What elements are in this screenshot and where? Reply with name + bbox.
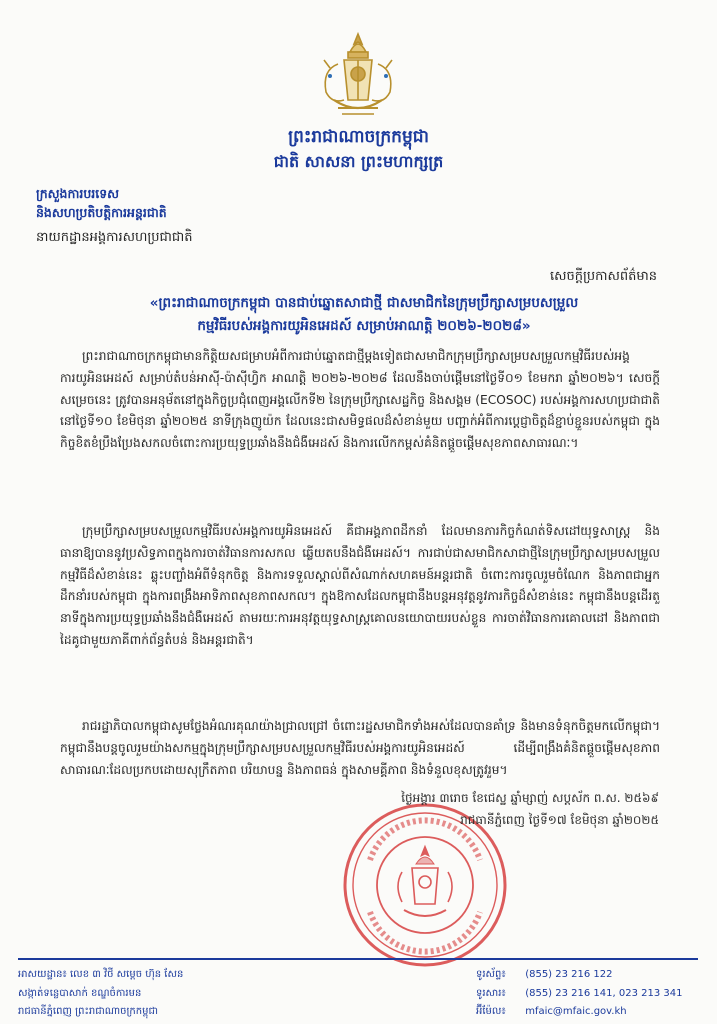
department-name: នាយកដ្ឋានអង្គការសហប្រជាជាតិ: [36, 230, 193, 245]
headline-line2: កម្មវិធីរបស់អង្គការយូអិនអេដស៍ សម្រាប់អាណត្តិ ២០២៦-២០២៨»: [197, 318, 531, 334]
footer-email: [476, 1004, 627, 1019]
kingdom-name: ព្រះរាជាណាចក្រកម្ពុជា: [288, 127, 429, 147]
royal-emblem-icon: [308, 30, 408, 126]
national-motto: ជាតិ សាសនា ព្រះមហាក្សត្រ: [273, 152, 444, 171]
phone-value: (855) 23 216 122: [525, 969, 613, 980]
headline-line1: «ព្រះរាជាណាចក្រកម្ពុជា បានជាប់ឆ្នោតសាជាថ្មី ជាសមាជិកនៃក្រុមប្រឹក្សាសម្របសម្រួល: [149, 295, 579, 311]
body-paragraph: ក្រុមប្រឹក្សាសម្របសម្រួលកម្មវិធីរបស់អង្គការយូអិនអេដស៍ គឺជាអង្គភាពដឹកនាំ ដែលមានភារកិច្ចកំណត់ទិសដៅយុទ្ធសាស្ត្រ និងធានាឱ្យបាននូវប្រសិទ្ធភាពក្នុងការចាត់វិធានការសកល ឆ្លើយតបនឹងជំងឺអេដស៍។ ការជាប់ជាសមាជិកសាជាថ្មីនៃក្រុមប្រឹក្សាសម្របសម្រួលកម្មវិធីដ៏សំខាន់នេះ ឆ្លុះបញ្ចាំងអំពីទំនុកចិត្ត និងការទទួលស្គាល់ពីសំណាក់សហគមន៍អន្តរជាតិ ចំពោះការចូលរួមចំណែក និងភាពជាអ្នកដឹកនាំរបស់កម្ពុជា ក្នុងការពង្រឹងអាទិភាពសុខភាពសកល។ ក្នុងឱកាសដែលកម្ពុជានឹងបន្តអនុវត្តនូវភារកិច្ចដ៏សំខាន់នេះ កម្ពុជានឹងបន្តដើរតួនាទីក្នុងការប្រយុទ្ធប្រឆាំងនឹងជំងឺអេដស៍ តាមរយៈការអនុវត្តយុទ្ធសាស្ត្រគោលនយោបាយរបស់ខ្លួន ការចាត់វិធានការគោលដៅ និងភាពជាដៃគូជាមួយភាគីពាក់ព័ន្ធតំបន់ និងអន្តរជាតិ។: [60, 524, 660, 647]
document-type-label: សេចក្តីប្រកាសព័ត៌មាន: [549, 269, 657, 284]
body-paragraph: ព្រះរាជាណាចក្រកម្ពុជាមានកិត្តិយសជម្រាបអំពីការជាប់ឆ្នោតជាថ្មីម្តងទៀតជាសមាជិកក្រុមប្រឹក្សាសម្របសម្រួលកម្មវិធីរបស់អង្គការយូអិនអេដស៍ សម្រាប់តំបន់អាស៊ី-ប៉ាស៊ីហ្វិក អាណត្តិ ២០២៦-២០២៨ ដែលនឹងចាប់ផ្តើមនៅថ្ងៃទី០១ ខែមករា ឆ្នាំ២០២៦។ សេចក្តីសម្រេចនេះ ត្រូវបានអនុម័តនៅក្នុងកិច្ចប្រជុំពេញអង្គលើកទី២ នៃក្រុមប្រឹក្សាសេដ្ឋកិច្ច និងសង្គម (ECOSOC) របស់អង្គការសហប្រជាជាតិ នៅថ្ងៃទី១០ ខែមិថុនា ឆ្នាំ២០២៥ នាទីក្រុងញូយ៉ក ដែលនេះជាសមិទ្ធផលដ៏សំខាន់មួយ បញ្ជាក់អំពីការប្តេជ្ញាចិត្តដ៏ខ្ជាប់ខ្ជួនរបស់កម្ពុជា ក្នុងកិច្ចខិតខំប្រឹងប្រែងសកលចំពោះការប្រយុទ្ធប្រឆាំងនឹងជំងឺអេដស៍ និងការលើកកម្ពស់គំនិតផ្តួចផ្តើមសុខភាពសាធារណៈ។: [60, 349, 660, 451]
phone-label: ទូរស័ព្ទ៖: [476, 969, 506, 980]
fax-label: ទូរសារ៖: [476, 988, 506, 999]
ministry-name-line1: ក្រសួងការបរទេស: [36, 186, 120, 201]
lunar-date: ថ្ងៃអង្គារ ៣រោច ខែជេស្ឋ ឆ្នាំម្សាញ់ សប្តស័ក ព.ស. ២៥៦៩: [401, 791, 659, 805]
body-paragraph: រាជរដ្ឋាភិបាលកម្ពុជាសូមថ្លែងអំណរគុណយ៉ាងជ្រាលជ្រៅ ចំពោះរដ្ឋសមាជិកទាំងអស់ដែលបានគាំទ្រ និងមានទំនុកចិត្តមកលើកម្ពុជា។ កម្ពុជានឹងបន្តចូលរួមយ៉ាងសកម្មក្នុងក្រុមប្រឹក្សាសម្របសម្រួលកម្មវិធីរបស់អង្គការយូអិនអេដស៍ ដើម្បីពង្រឹងគំនិតផ្តួចផ្តើមសុខភាពសាធារណៈដែលប្រកបដោយសុក្រឹតភាព បរិយាបន្ន និងភាពធន់ ក្នុងសាមគ្គីភាព និងទំនួលខុសត្រូវរួម។: [60, 719, 660, 777]
footer-address-line3: រាជធានីភ្នំពេញ ព្រះរាជាណាចក្រកម្ពុជា: [18, 1006, 158, 1017]
fax-value: (855) 23 216 141, 023 213 341: [525, 988, 683, 999]
gregorian-date: រាជធានីភ្នំពេញ ថ្ងៃទី១៧ ខែមិថុនា ឆ្នាំ២០២៥: [460, 813, 659, 827]
footer-address-line1: អាសយដ្ឋាន៖ លេខ ៣ វិថី សម្តេច ហ៊ុន សែន: [18, 969, 184, 980]
footer-divider: [18, 958, 698, 960]
email-value[interactable]: mfaic@mfaic.gov.kh: [525, 1006, 627, 1017]
email-label: អ៊ីម៉ែល៖: [476, 1006, 506, 1017]
ministry-name-line2: និងសហប្រតិបត្តិការអន្តរជាតិ: [36, 205, 167, 220]
footer-address-line2: សង្កាត់ទន្លេបាសាក់ ខណ្ឌចំការមន: [18, 988, 142, 999]
footer-fax: [476, 986, 683, 1001]
footer-phone: [476, 967, 613, 982]
